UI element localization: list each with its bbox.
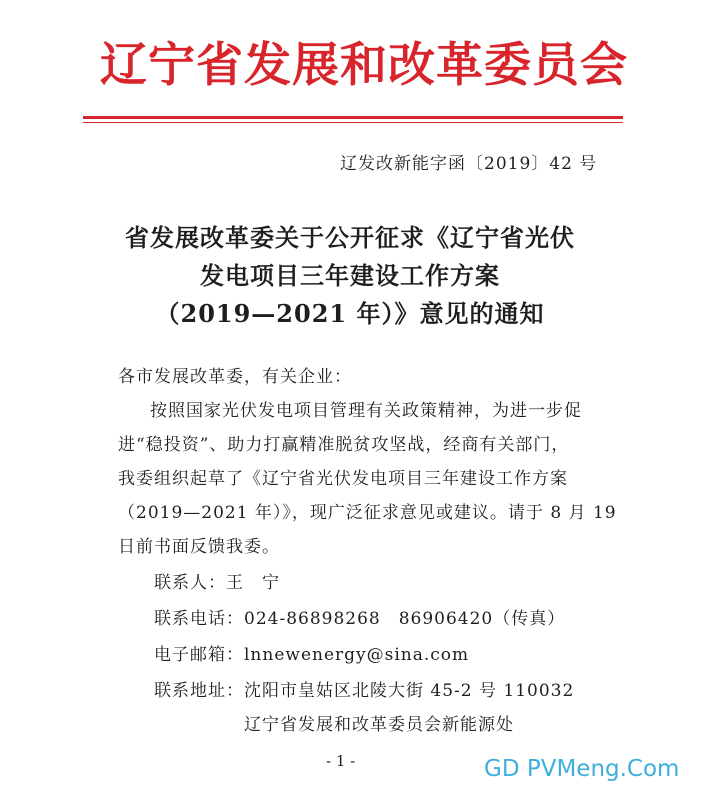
document-title-line-1: 省发展改革委关于公开征求《辽宁省光伏 — [125, 223, 575, 252]
header-red-rule — [83, 116, 623, 119]
body-line-4: （2019—2021 年）》，现广泛征求意见或建议。请于 8 月 19 — [118, 503, 617, 523]
document-title-line-2: 发电项目三年建设工作方案 — [200, 261, 500, 290]
watermark-text: GD PVMeng.Com — [484, 756, 680, 782]
contact-phone: 联系电话：024-86898268 86906420（传真） — [154, 609, 566, 629]
document-title-line-3: （2019—2021 年）》意见的通知 — [155, 299, 545, 328]
header-red-rule-thin — [83, 122, 623, 123]
salutation: 各市发展改革委，有关企业： — [118, 367, 352, 387]
page-number: - 1 - — [326, 752, 356, 770]
org-header-title: 辽宁省发展和改革委员会 — [100, 38, 628, 93]
body-line-3: 我委组织起草了《辽宁省光伏发电项目三年建设工作方案 — [118, 469, 568, 489]
contact-email: 电子邮箱：lnnewenergy@sina.com — [154, 645, 470, 665]
document-number: 辽发改新能字函〔2019〕42 号 — [340, 154, 598, 174]
contact-address: 联系地址：沈阳市皇姑区北陵大街 45-2 号 110032 — [154, 681, 575, 701]
signature: 辽宁省发展和改革委员会新能源处 — [244, 715, 514, 735]
contact-person: 联系人：王 宁 — [154, 573, 280, 593]
body-line-2: 进“稳投资”、助力打赢精准脱贫攻坚战，经商有关部门， — [118, 435, 570, 455]
body-line-1: 按照国家光伏发电项目管理有关政策精神，为进一步促 — [150, 401, 582, 421]
body-line-5: 日前书面反馈我委。 — [118, 537, 280, 557]
